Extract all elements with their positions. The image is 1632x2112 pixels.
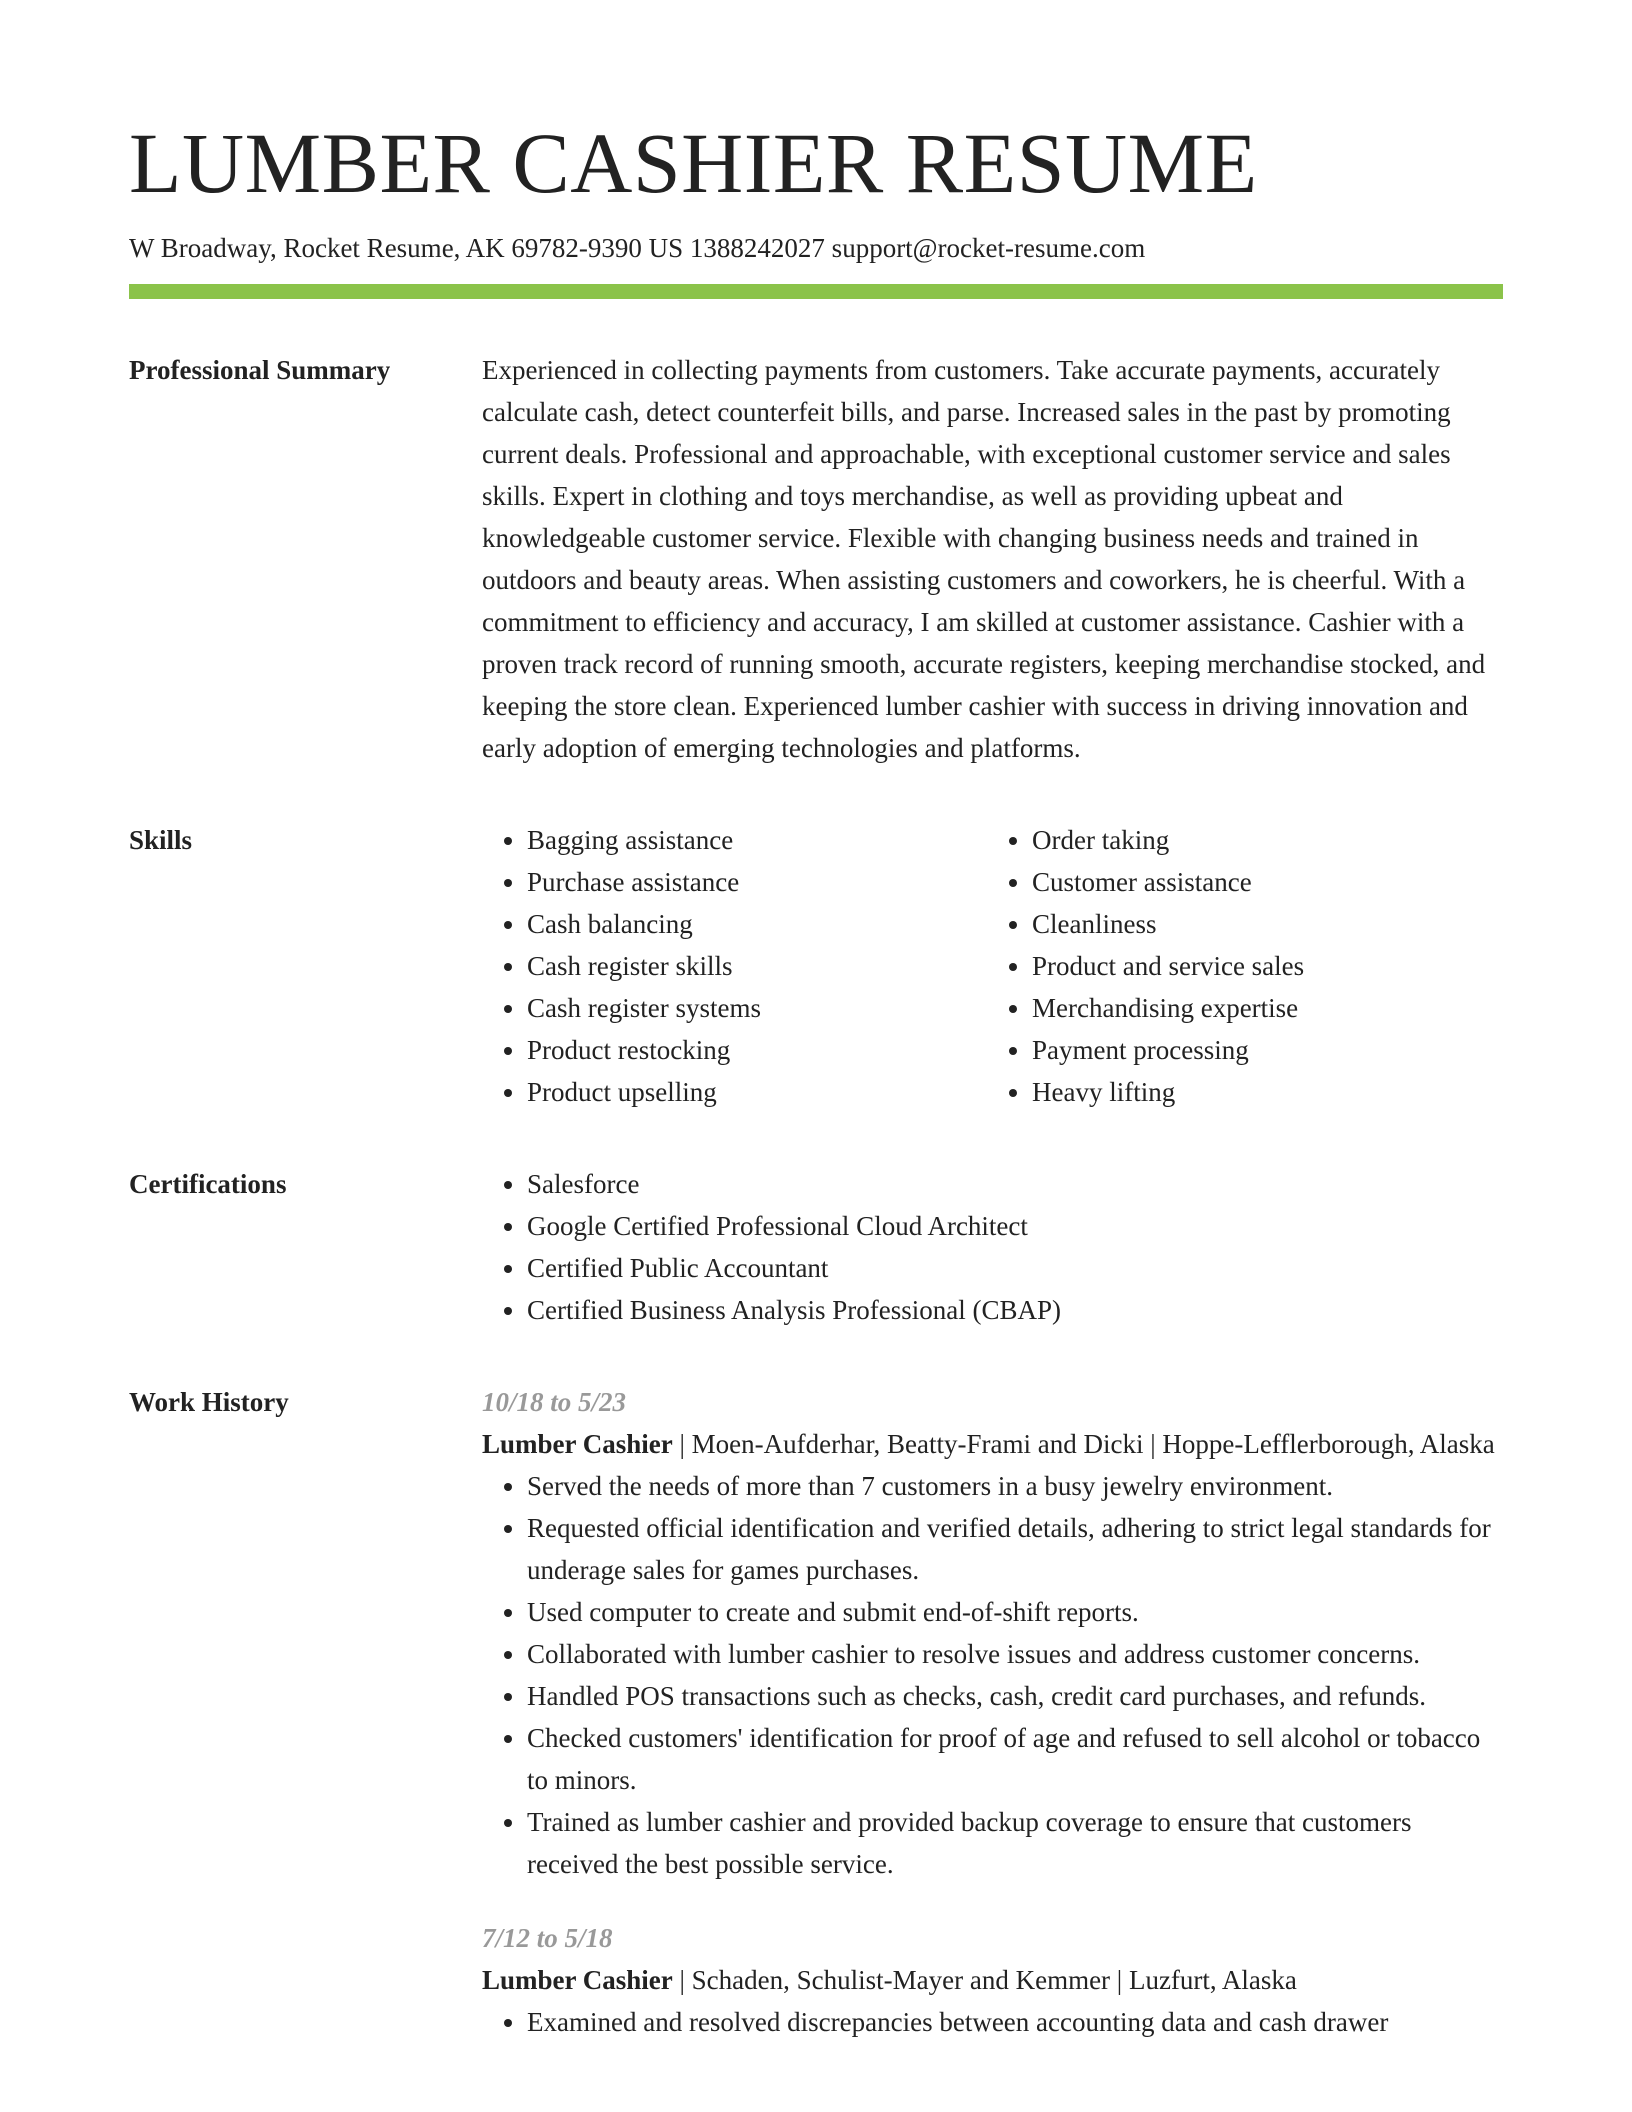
certifications-list xyxy=(482,1163,1503,1331)
job-entry xyxy=(482,1381,1503,1885)
job-dates: 10/18 to 5/23 xyxy=(482,1387,627,1418)
skill-item: • Customer assistance xyxy=(1032,861,1492,903)
skill-item: • Purchase assistance xyxy=(527,861,987,903)
job-title: Lumber Cashier xyxy=(482,1429,673,1460)
skills-columns xyxy=(482,819,1503,1113)
job-duty-item: • Examined and resolved discrepancies between accounting data and cash drawer xyxy=(527,2001,1503,2043)
skill-item: • Cash register systems xyxy=(527,987,987,1029)
skill-item: • Product and service sales xyxy=(1032,945,1492,987)
certification-item: • Salesforce xyxy=(527,1163,1503,1205)
certifications-body xyxy=(482,1163,1503,1331)
skills-list-left xyxy=(482,819,987,1113)
job-duty-item: • Requested official identification and verified details, adhering to strict legal standards for underage sales for games purchases. xyxy=(527,1507,1503,1591)
skills-column-right xyxy=(987,819,1492,1113)
job-heading xyxy=(482,1423,1503,1465)
job-duty-item: • Checked customers' identification for proof of age and refused to sell alcohol or tobacco to minors. xyxy=(527,1717,1503,1801)
skill-item: • Cash register skills xyxy=(527,945,987,987)
job-title: Lumber Cashier xyxy=(482,1965,673,1996)
skill-item: • Heavy lifting xyxy=(1032,1071,1492,1113)
job-duties-list xyxy=(482,2001,1503,2043)
certification-item: • Certified Business Analysis Professional (CBAP) xyxy=(527,1289,1503,1331)
summary-section xyxy=(129,349,1503,769)
job-entry xyxy=(482,1917,1503,2043)
section-title-work-history: Work History xyxy=(129,1387,289,1418)
skill-item: • Payment processing xyxy=(1032,1029,1492,1071)
work-history-section xyxy=(129,1381,1503,2075)
section-title-skills: Skills xyxy=(129,825,193,856)
certification-item: • Google Certified Professional Cloud Architect xyxy=(527,1205,1503,1247)
job-duty-item: • Used computer to create and submit end-of-shift reports. xyxy=(527,1591,1503,1633)
accent-divider xyxy=(129,284,1503,299)
summary-text: Experienced in collecting payments from customers. Take accurate payments, accurately calculate cash, detect counterfeit bills, and parse. Increased sales in the past by promoting current deals. Professional and approachable, with exceptional customer service and sales skills. Expert in clothing and toys merchandise, as well as providing upbeat and knowledgeable customer service. Flexible with changing business needs and trained in outdoors and beauty areas. When assisting customers and coworkers, he is cheerful. With a commitment to efficiency and accuracy, I am skilled at customer assistance. Cashier with a proven track record of running smooth, accurate registers, keeping merchandise stocked, and keeping the store clean. Experienced lumber cashier with success in driving innovation and early adoption of emerging technologies and platforms. xyxy=(482,355,1486,764)
skill-item: • Bagging assistance xyxy=(527,819,987,861)
job-heading xyxy=(482,1959,1503,2001)
job-duty-item: • Served the needs of more than 7 customers in a busy jewelry environment. xyxy=(527,1465,1503,1507)
job-employer-location: | Moen-Aufderhar, Beatty-Frami and Dicki | Hoppe-Lefflerborough, Alaska xyxy=(672,1429,1495,1460)
job-dates: 7/12 to 5/18 xyxy=(482,1923,613,1954)
skills-list-right xyxy=(987,819,1492,1113)
job-duties-list xyxy=(482,1465,1503,1885)
job-employer-location: | Schaden, Schulist-Mayer and Kemmer | Luzfurt, Alaska xyxy=(672,1965,1297,1996)
job-duty-item: • Collaborated with lumber cashier to resolve issues and address customer concerns. xyxy=(527,1633,1503,1675)
section-title-certifications: Certifications xyxy=(129,1169,287,1200)
skill-item: • Merchandising expertise xyxy=(1032,987,1492,1029)
job-duty-item: • Trained as lumber cashier and provided backup coverage to ensure that customers received the best possible service. xyxy=(527,1801,1503,1885)
certifications-section xyxy=(129,1163,1503,1331)
skill-item: • Product restocking xyxy=(527,1029,987,1071)
skill-item: • Cash balancing xyxy=(527,903,987,945)
summary-body xyxy=(482,349,1503,769)
skills-column-left xyxy=(482,819,987,1113)
certification-item: • Certified Public Accountant xyxy=(527,1247,1503,1289)
job-duty-item: • Handled POS transactions such as checks, cash, credit card purchases, and refunds. xyxy=(527,1675,1503,1717)
skill-item: • Order taking xyxy=(1032,819,1492,861)
work-history-body xyxy=(482,1381,1503,2075)
skills-body xyxy=(482,819,1503,1113)
skill-item: • Product upselling xyxy=(527,1071,987,1113)
contact-line: W Broadway, Rocket Resume, AK 69782-9390 US 1388242027 support@rocket-resume.com xyxy=(129,233,1146,263)
skills-section xyxy=(129,819,1503,1113)
skill-item: • Cleanliness xyxy=(1032,903,1492,945)
section-title-summary: Professional Summary xyxy=(129,355,391,386)
resume-name: LUMBER CASHIER RESUME xyxy=(129,115,1258,211)
